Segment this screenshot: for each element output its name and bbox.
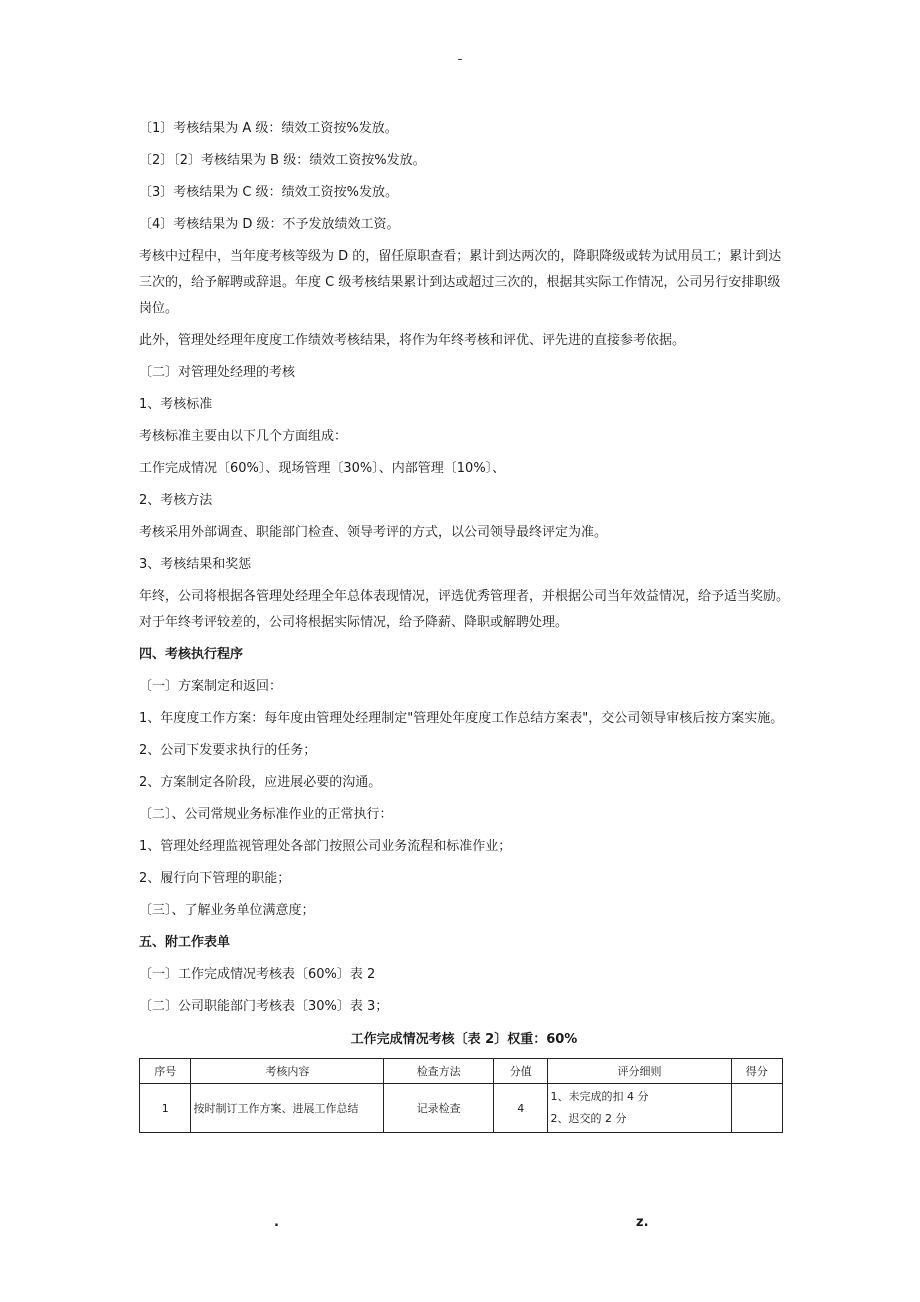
paragraph: 考核采用外部调查、职能部门检查、领导考评的方式，以公司领导最终评定为准。 xyxy=(139,525,608,540)
header-cell: 分值 xyxy=(494,1059,548,1084)
paragraph: 2、公司下发要求执行的任务； xyxy=(139,743,317,758)
paragraph: 1、管理处经理监视管理处各部门按照公司业务流程和标准作业； xyxy=(139,839,512,854)
header-cell: 序号 xyxy=(140,1059,191,1084)
paragraph: 〔一〕工作完成情况考核表〔60%〕表 2 xyxy=(139,967,376,982)
paragraph: 此外，管理处经理年度度工作绩效考核结果，将作为年终考核和评优、评先进的直接参考依据。 xyxy=(139,333,686,348)
rule-line: 1、未完成的扣 4 分 xyxy=(550,1090,649,1103)
document-body xyxy=(139,116,789,1133)
paragraph: 工作完成情况〔60%〕、现场管理〔30%〕、内部管理〔10%〕、 xyxy=(139,461,506,476)
paragraph: 〔二〕对管理处经理的考核 xyxy=(139,365,296,380)
paragraph: 〔4〕考核结果为 D 级：不予发放绩效工资。 xyxy=(139,217,400,232)
assessment-table xyxy=(139,1058,783,1133)
row-content: 按时制订工作方案、进展工作总结 xyxy=(191,1084,384,1133)
paragraph: 〔1〕考核结果为 A 级：绩效工资按%发放。 xyxy=(139,121,398,136)
header-cell: 考核内容 xyxy=(191,1059,384,1084)
paragraph: 2、方案制定各阶段，应进展必要的沟通。 xyxy=(139,775,382,790)
footer-right-mark: z. xyxy=(636,1215,649,1230)
section-heading: 四、考核执行程序 xyxy=(139,647,244,662)
table-header-row xyxy=(140,1059,783,1084)
paragraph: 〔二〕公司职能部门考核表〔30%〕表 3； xyxy=(139,999,389,1014)
table-title: 工作完成情况考核〔表 2〕权重：60% xyxy=(350,1032,578,1047)
paragraph: 1、考核标准 xyxy=(139,397,213,412)
footer-left-mark: . xyxy=(274,1215,279,1230)
row-number: 1 xyxy=(140,1084,191,1133)
page-header-mark: - xyxy=(457,52,463,67)
section-heading: 五、附工作表单 xyxy=(139,935,231,950)
header-cell: 检查方法 xyxy=(384,1059,494,1084)
paragraph: 〔3〕考核结果为 C 级：绩效工资按%发放。 xyxy=(139,185,398,200)
paragraph: 考核中过程中，当年度考核等级为 D 的，留任原职查看；累计到达两次的，降职降级或转为试用员工；累计到达三次的，给予解聘或辞退。年度 C 级考核结果累计到达或超过三次的，根据其实际工作情况，公司另行安排职级岗位。 xyxy=(139,249,782,316)
table-row xyxy=(140,1084,783,1133)
paragraph: 〔2〕〔2〕考核结果为 B 级：绩效工资按%发放。 xyxy=(139,153,426,168)
paragraph: 2、考核方法 xyxy=(139,493,213,508)
paragraph-list xyxy=(139,116,789,1020)
paragraph: 〔三〕、了解业务单位满意度； xyxy=(139,903,315,918)
paragraph: 〔二〕、公司常规业务标准作业的正常执行： xyxy=(139,807,393,822)
header-cell: 评分细则 xyxy=(548,1059,731,1084)
rule-line: 2、迟交的 2 分 xyxy=(550,1112,627,1125)
row-method: 记录检查 xyxy=(384,1084,494,1133)
header-cell: 得分 xyxy=(731,1059,783,1084)
row-result xyxy=(731,1084,783,1133)
paragraph: 〔一〕方案制定和返回： xyxy=(139,679,283,694)
paragraph: 3、考核结果和奖惩 xyxy=(139,557,252,572)
row-rules xyxy=(548,1084,731,1133)
paragraph: 1、年度度工作方案：每年度由管理处经理制定"管理处年度度工作总结方案表"，交公司领导审核后按方案实施。 xyxy=(139,711,784,726)
paragraph: 考核标准主要由以下几个方面组成： xyxy=(139,429,348,444)
row-score: 4 xyxy=(494,1084,548,1133)
paragraph: 2、履行向下管理的职能； xyxy=(139,871,291,886)
paragraph: 年终，公司将根据各管理处经理全年总体表现情况，评选优秀管理者，并根据公司当年效益情况，给予适当奖励。对于年终考评较差的，公司将根据实际情况，给予降薪、降职或解聘处理。 xyxy=(139,589,790,630)
